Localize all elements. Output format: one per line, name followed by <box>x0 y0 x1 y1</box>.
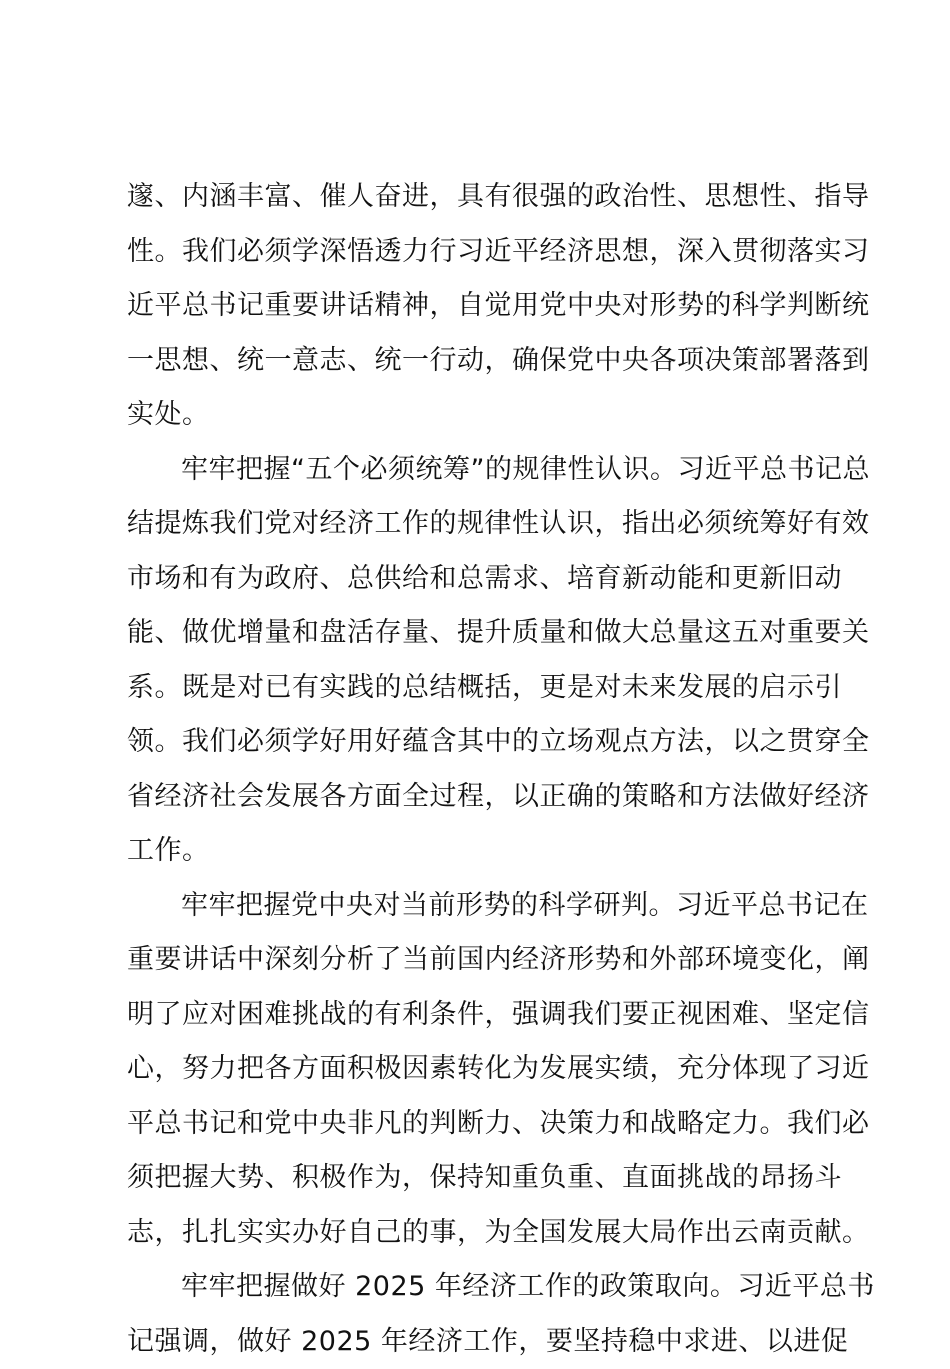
document-body <box>127 170 823 1369</box>
text-line: 工作。 <box>127 824 823 879</box>
text-line: 志，扎扎实实办好自己的事，为全国发展大局作出云南贡献。 <box>127 1206 823 1261</box>
text-line: 市场和有为政府、总供给和总需求、培育新动能和更新旧动 <box>127 552 823 607</box>
text-line: 结提炼我们党对经济工作的规律性认识，指出必须统筹好有效 <box>127 497 823 552</box>
text-line: 系。既是对已有实践的总结概括，更是对未来发展的启示引 <box>127 661 823 716</box>
text-line: 记强调，做好 2025 年经济工作，要坚持稳中求进、以进促 <box>127 1315 823 1369</box>
text-line: 能、做优增量和盘活存量、提升质量和做大总量这五对重要关 <box>127 606 823 661</box>
text-line: 实处。 <box>127 388 823 443</box>
text-line: 近平总书记重要讲话精神，自觉用党中央对形势的科学判断统 <box>127 279 823 334</box>
text-line: 性。我们必须学深悟透力行习近平经济思想，深入贯彻落实习 <box>127 225 823 280</box>
text-line: 心，努力把各方面积极因素转化为发展实绩，充分体现了习近 <box>127 1042 823 1097</box>
paragraph <box>127 443 823 879</box>
text-line: 领。我们必须学好用好蕴含其中的立场观点方法，以之贯穿全 <box>127 715 823 770</box>
paragraph <box>127 1260 823 1369</box>
text-line: 牢牢把握“五个必须统筹”的规律性认识。习近平总书记总 <box>127 443 823 498</box>
text-line: 须把握大势、积极作为，保持知重负重、直面挑战的昂扬斗 <box>127 1151 823 1206</box>
paragraph <box>127 170 823 443</box>
text-line: 一思想、统一意志、统一行动，确保党中央各项决策部署落到 <box>127 334 823 389</box>
paragraph <box>127 879 823 1261</box>
text-line: 省经济社会发展各方面全过程，以正确的策略和方法做好经济 <box>127 770 823 825</box>
text-line: 平总书记和党中央非凡的判断力、决策力和战略定力。我们必 <box>127 1097 823 1152</box>
text-line: 邃、内涵丰富、催人奋进，具有很强的政治性、思想性、指导 <box>127 170 823 225</box>
text-line: 重要讲话中深刻分析了当前国内经济形势和外部环境变化，阐 <box>127 933 823 988</box>
text-line: 牢牢把握做好 2025 年经济工作的政策取向。习近平总书 <box>127 1260 823 1315</box>
text-line: 牢牢把握党中央对当前形势的科学研判。习近平总书记在 <box>127 879 823 934</box>
text-line: 明了应对困难挑战的有利条件，强调我们要正视困难、坚定信 <box>127 988 823 1043</box>
